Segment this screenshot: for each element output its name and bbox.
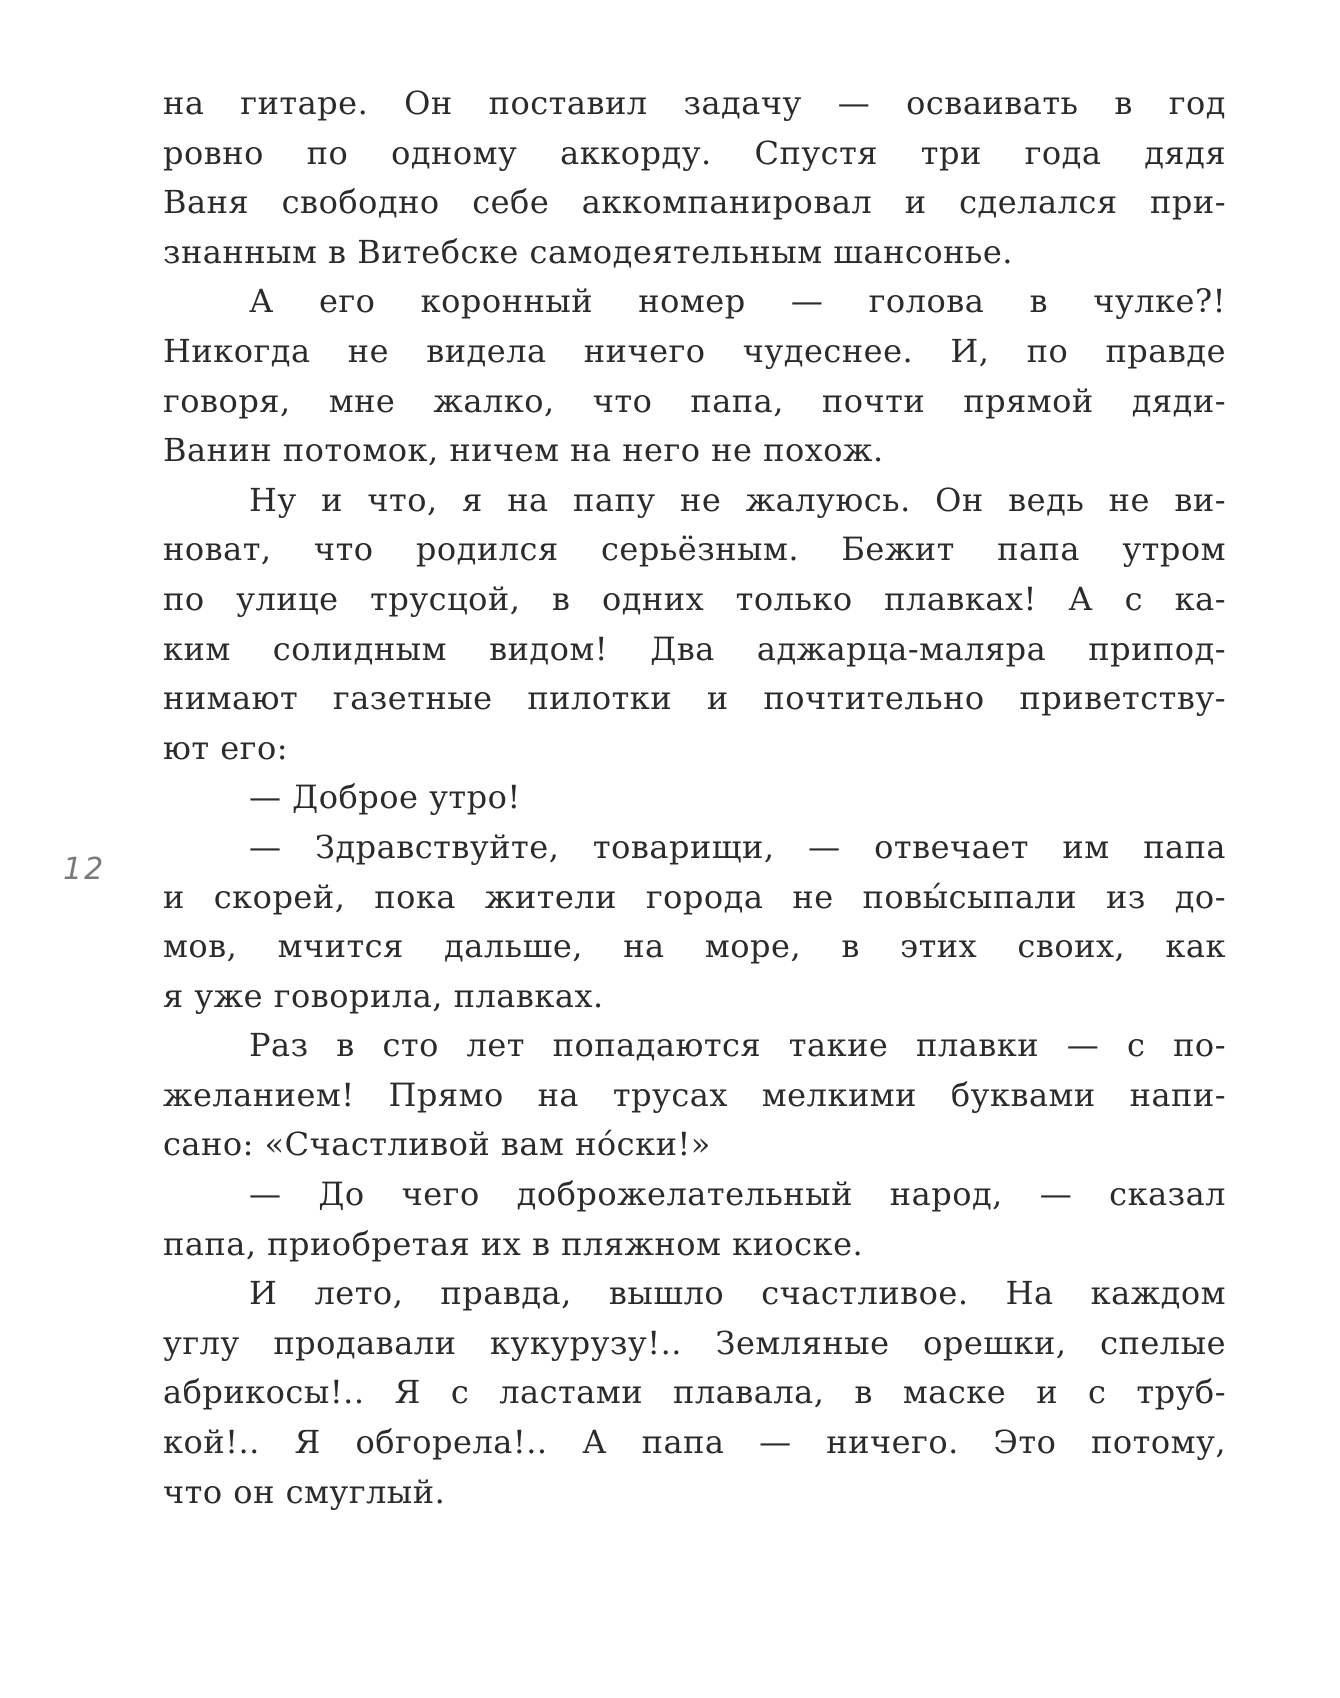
page-number: 12 bbox=[63, 852, 106, 887]
text-line: сано: «Счастливой вам но́ски!» bbox=[163, 1125, 711, 1164]
text-line: Ну и что, я на папу не жалуюсь. Он ведь не ви- bbox=[249, 480, 1226, 519]
text-line: знанным в Витебске самодеятельным шансонье. bbox=[163, 232, 1013, 271]
text-line: И лето, правда, вышло счастливое. На каждом bbox=[249, 1274, 1226, 1313]
text-line: Ванин потомок, ничем на него не похож. bbox=[163, 431, 884, 470]
text-line: кой!.. Я обгорела!.. А папа — ничего. Это потому, bbox=[163, 1423, 1226, 1462]
text-line: говоря, мне жалко, что папа, почти прямой дяди- bbox=[163, 381, 1226, 420]
text-line: Ваня свободно себе аккомпанировал и сделался при- bbox=[163, 183, 1226, 222]
text-line: Раз в сто лет попадаются такие плавки — с по- bbox=[249, 1026, 1226, 1065]
text-line: по улице трусцой, в одних только плавках! А с ка- bbox=[163, 579, 1226, 618]
text-line: А его коронный номер — голова в чулке?! bbox=[249, 282, 1226, 321]
text-line: ким солидным видом! Два аджарца-маляра припод- bbox=[163, 629, 1226, 668]
text-line: — Доброе утро! bbox=[249, 778, 521, 817]
text-line: желанием! Прямо на трусах мелкими буквами напи- bbox=[163, 1075, 1226, 1114]
text-line: Никогда не видела ничего чудеснее. И, по правде bbox=[163, 331, 1226, 370]
text-line: — Здравствуйте, товарищи, — отвечает им папа bbox=[249, 827, 1226, 866]
text-line: абрикосы!.. Я с ластами плавала, в маске и с труб- bbox=[163, 1373, 1226, 1412]
text-line: углу продавали кукурузу!.. Земляные орешки, спелые bbox=[163, 1323, 1226, 1362]
text-line: новат, что родился серьёзным. Бежит папа утром bbox=[163, 530, 1226, 569]
text-line: — До чего доброжелательный народ, — сказал bbox=[249, 1175, 1226, 1214]
text-line: что он смуглый. bbox=[163, 1472, 446, 1511]
text-line: и скорей, пока жители города не повы́сыпали из до- bbox=[163, 877, 1226, 916]
text-line: ют его: bbox=[163, 728, 288, 767]
text-line: папа, приобретая их в пляжном киоске. bbox=[163, 1224, 864, 1263]
text-line: я уже говорила, плавках. bbox=[163, 976, 604, 1015]
text-line: мов, мчится дальше, на море, в этих своих, как bbox=[163, 927, 1226, 966]
text-line: ровно по одному аккорду. Спустя три года дядя bbox=[163, 133, 1226, 172]
body-text bbox=[163, 79, 1226, 1517]
text-line: нимают газетные пилотки и почтительно приветству- bbox=[163, 679, 1226, 718]
text-line: на гитаре. Он поставил задачу — осваивать в год bbox=[163, 84, 1226, 122]
